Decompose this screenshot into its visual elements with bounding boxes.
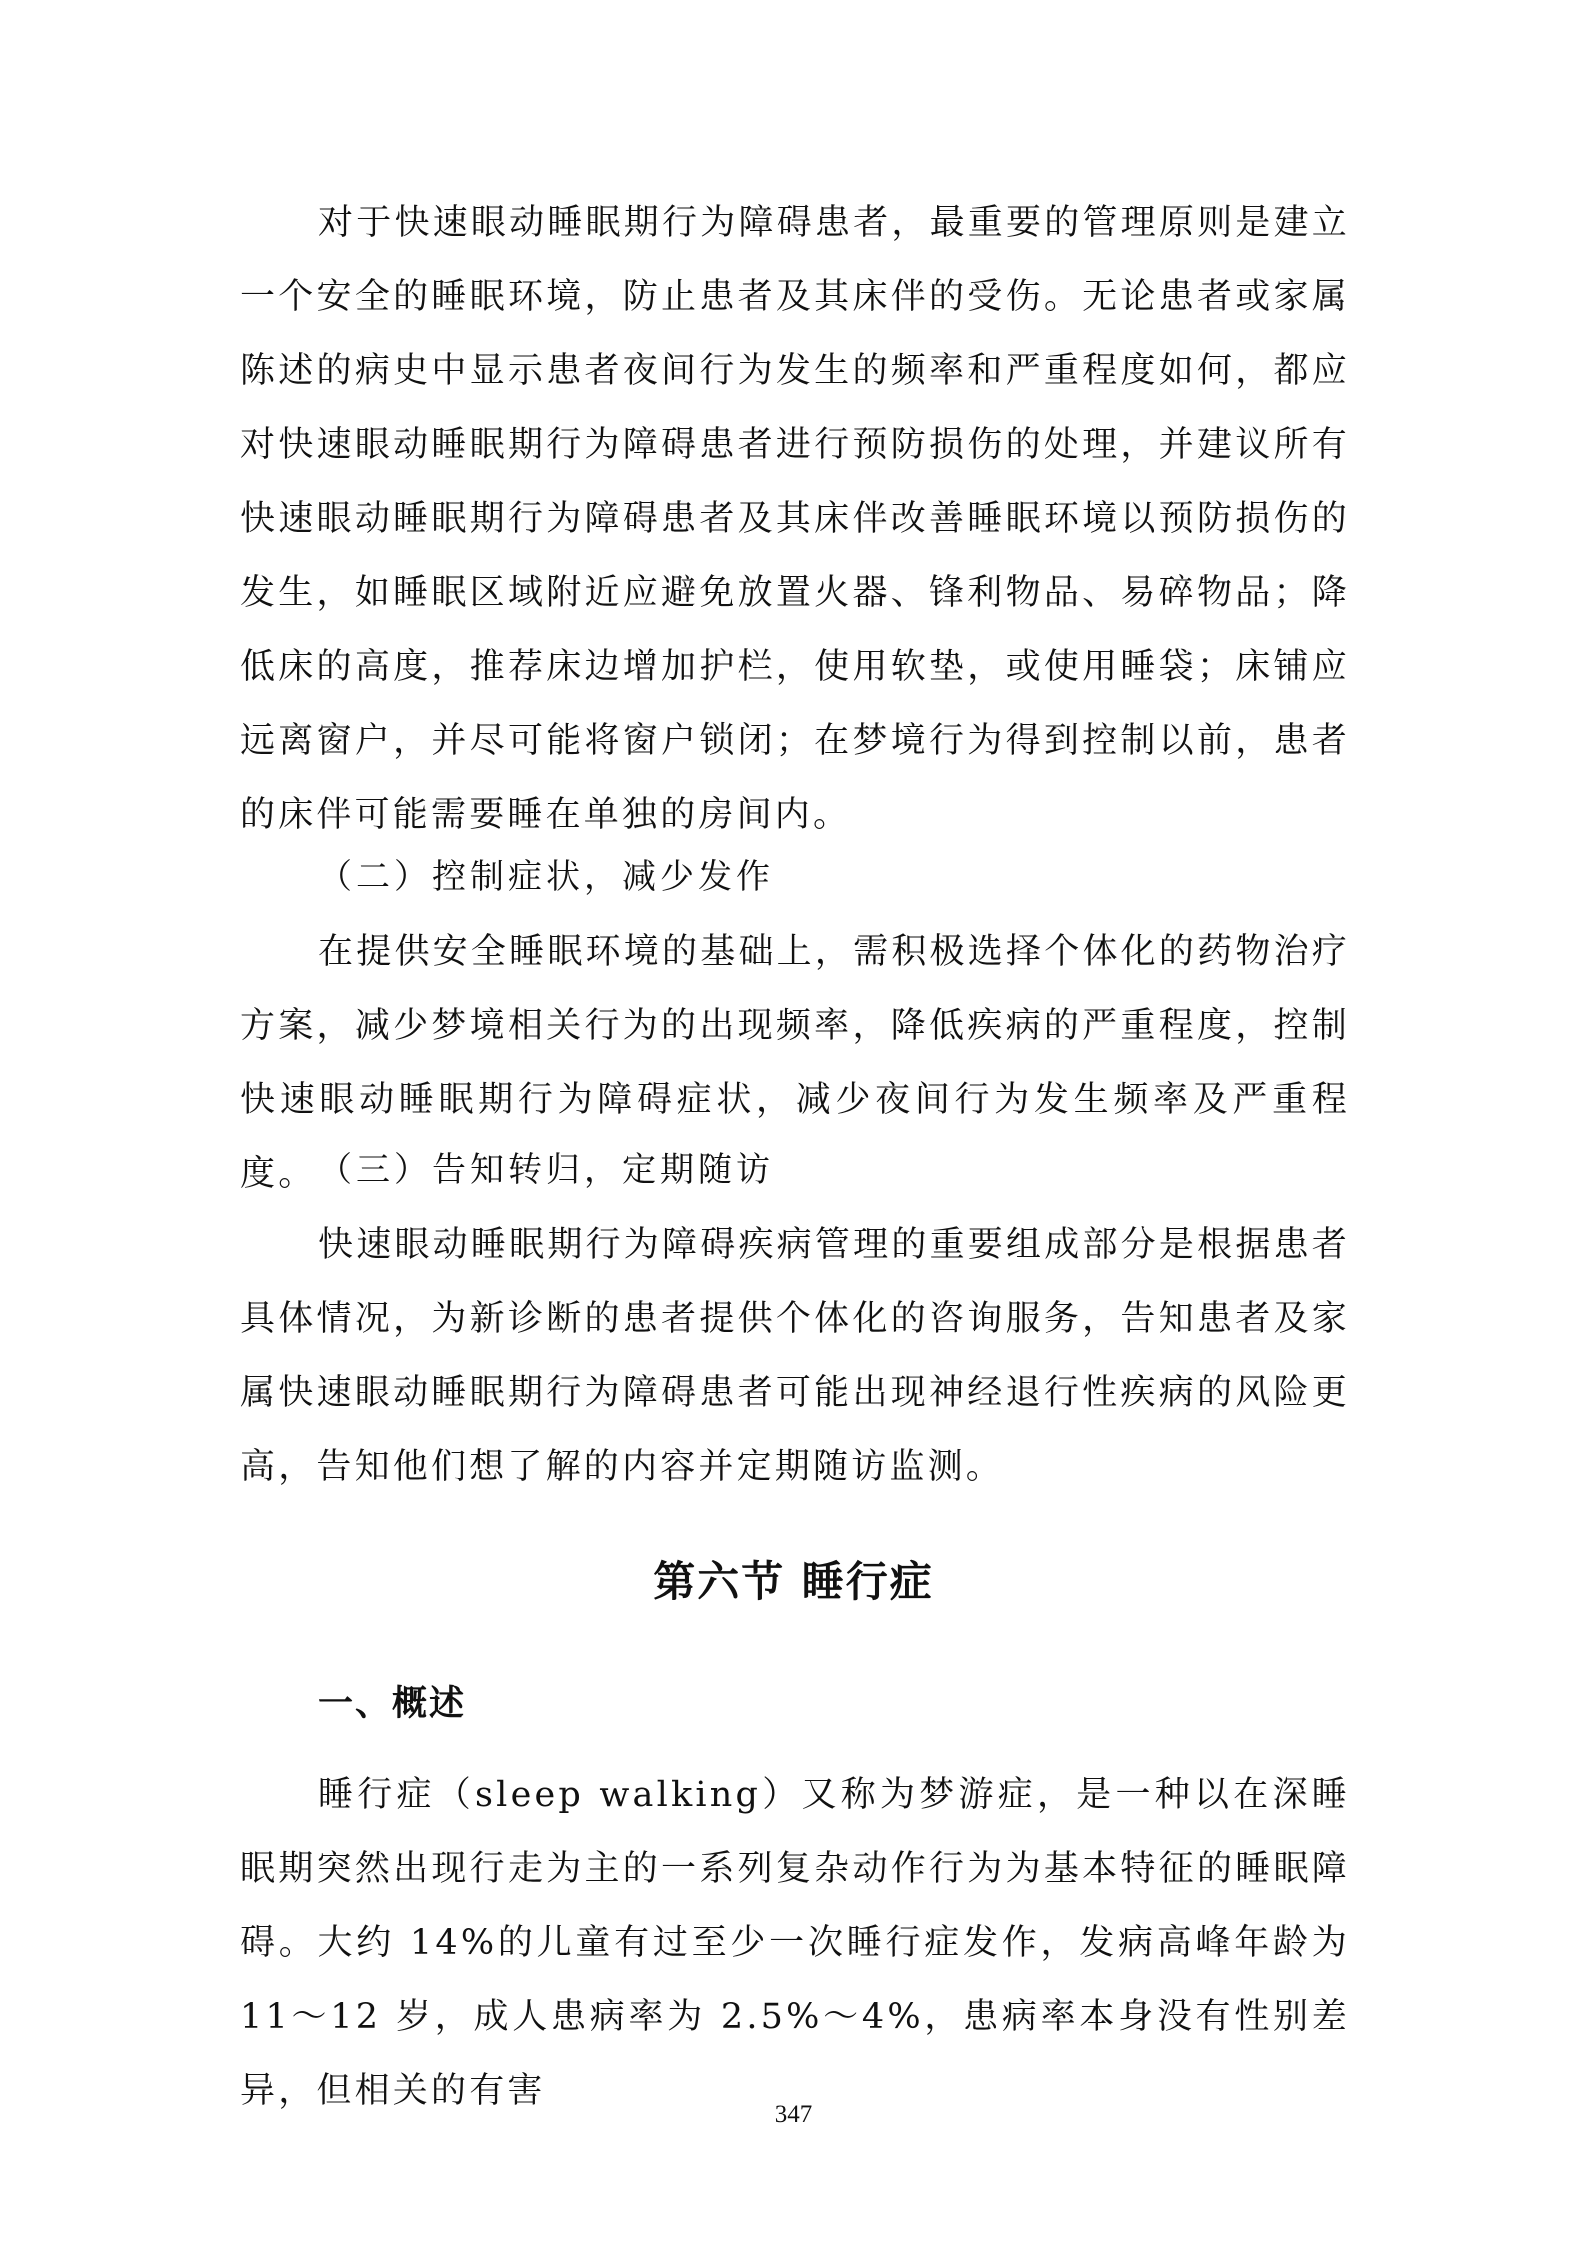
overview-heading: 一、概述	[318, 1684, 467, 1724]
paragraph-sleepwalking-overview: 睡行症（sleep walking）又称为梦游症，是一种以在深睡眠期突然出现行走为主的一系列复杂动作行为为基本特征的睡眠障碍。大约 14%的儿童有过至少一次睡行症发作，发病高峰年龄为 11～12 岁，成人患病率为 2.5%～4%，患病率本身没有性别差异，但相关的有害	[240, 1775, 1350, 2111]
subheading-control-symptoms: （二）控制症状，减少发作	[318, 857, 774, 897]
paragraph-drug-treatment: 在提供安全睡眠环境的基础上，需积极选择个体化的药物治疗方案，减少梦境相关行为的出现频率，降低疾病的严重程度，控制快速眼动睡眠期行为障碍症状，减少夜间行为发生频率及严重程度。	[240, 932, 1350, 1194]
page-number: 347	[774, 2101, 813, 2128]
paragraph-counseling: 快速眼动睡眠期行为障碍疾病管理的重要组成部分是根据患者具体情况，为新诊断的患者提供个体化的咨询服务，告知患者及家属快速眼动睡眠期行为障碍患者可能出现神经退行性疾病的风险更高，告知他们想了解的内容并定期随访监测。	[240, 1225, 1350, 1487]
subheading-follow-up: （三）告知转归，定期随访	[318, 1150, 774, 1190]
paragraph-safe-environment: 对于快速眼动睡眠期行为障碍患者，最重要的管理原则是建立一个安全的睡眠环境，防止患者及其床伴的受伤。无论患者或家属陈述的病史中显示患者夜间行为发生的频率和严重程度如何，都应对快速眼动睡眠期行为障碍患者进行预防损伤的处理，并建议所有快速眼动睡眠期行为障碍患者及其床伴改善睡眠环境以预防损伤的发生，如睡眠区域附近应避免放置火器、锋利物品、易碎物品；降低床的高度，推荐床边增加护栏，使用软垫，或使用睡袋；床铺应远离窗户，并尽可能将窗户锁闭；在梦境行为得到控制以前，患者的床伴可能需要睡在单独的房间内。	[240, 203, 1350, 835]
section-title: 第六节 睡行症	[653, 1557, 934, 1606]
